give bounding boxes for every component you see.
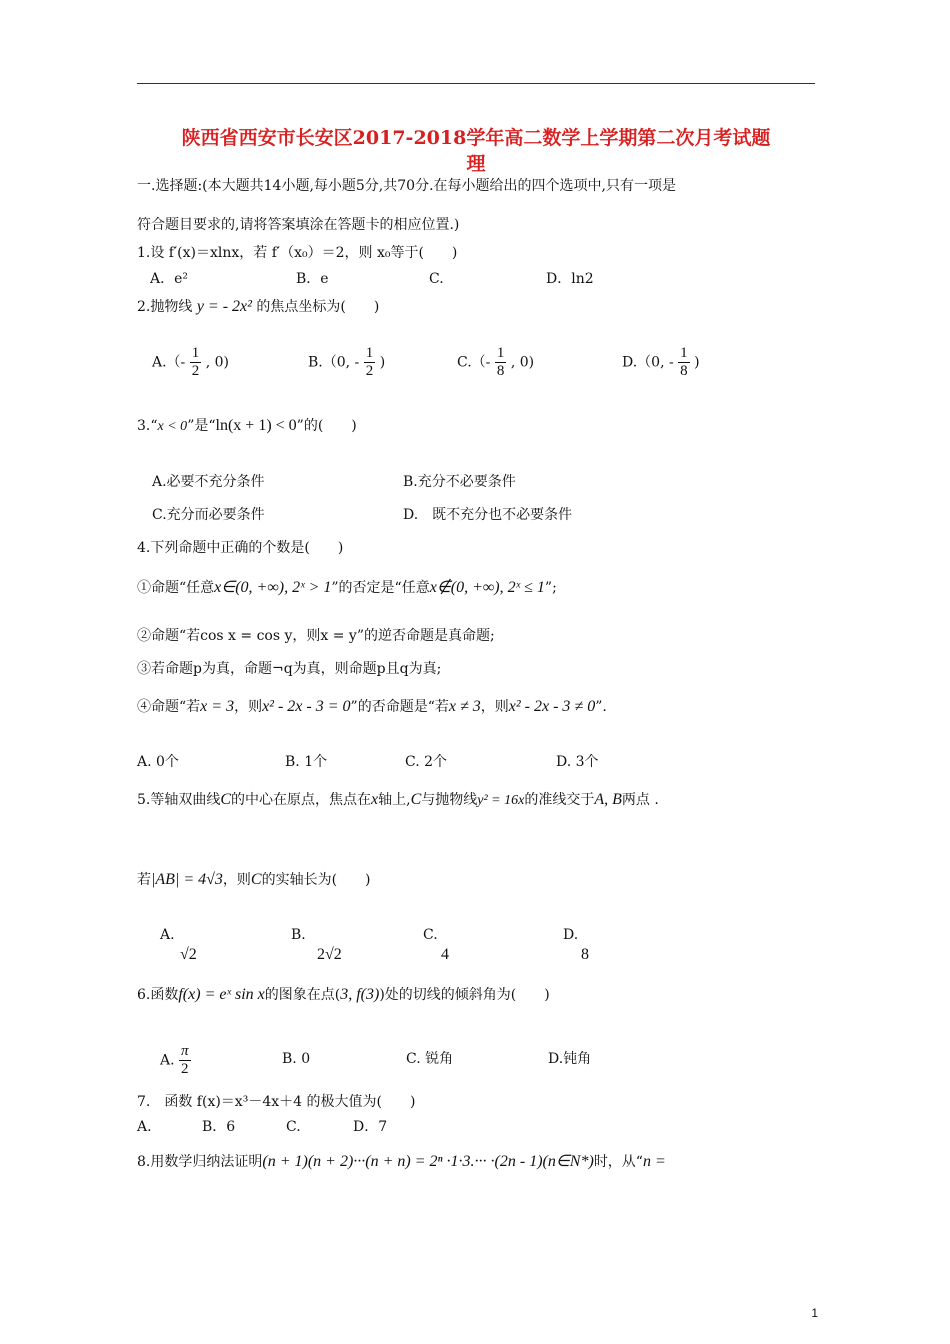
q2-parabola: y = - 2x² bbox=[196, 298, 252, 315]
q8-p1: 8.用数学归纳法证明 bbox=[137, 1154, 263, 1170]
question-2-stem bbox=[137, 297, 379, 317]
q2-stem-pre: 2.抛物线 bbox=[137, 299, 193, 315]
q4-s4-math-1: x = 3 bbox=[200, 698, 235, 715]
q6-option-b: B. 0 bbox=[282, 1051, 311, 1067]
q6-math-1: f(x) = eˣ sin x bbox=[178, 986, 265, 1003]
q2-option-d bbox=[622, 345, 700, 380]
q3-math-1: x < 0 bbox=[157, 419, 188, 434]
q6-option-c: C. 锐角 bbox=[406, 1051, 454, 1067]
section-heading-cont: 符合题目要求的,请将答案填涂在答题卡的相应位置.) bbox=[137, 217, 460, 233]
q1-option-d: D．ln2 bbox=[546, 271, 594, 287]
q4-option-b: B. 1个 bbox=[285, 754, 328, 770]
q2-d-num: 1 bbox=[680, 345, 688, 361]
q4-s1-math-2: x∉(0, +∞), 2ˣ ≤ 1 bbox=[429, 579, 545, 596]
q5-p5: 的准线交于 bbox=[524, 792, 595, 808]
q5-a-value: √2 bbox=[180, 946, 197, 963]
q2-b-fraction bbox=[364, 345, 376, 380]
q5-c-value: 4 bbox=[441, 946, 449, 963]
q2-b-den: 2 bbox=[365, 363, 374, 379]
q5-p4: 与抛物线 bbox=[421, 792, 478, 808]
q2-c-den: 8 bbox=[496, 363, 505, 379]
q2-c-fraction bbox=[495, 345, 507, 380]
q6-a-label: A. bbox=[160, 1052, 175, 1069]
q7-option-b: B．6 bbox=[202, 1119, 236, 1135]
q4-statement-3: ③若命题p为真，命题¬q为真，则命题p且q为真; bbox=[137, 661, 442, 677]
q2-a-den: 2 bbox=[191, 363, 200, 379]
q5-d-label: D. bbox=[563, 927, 579, 943]
q5-a-label: A. bbox=[160, 927, 175, 943]
q6-p3: )处的切线的倾斜角为( ) bbox=[379, 987, 550, 1003]
q5-l2-p1: 若 bbox=[137, 872, 151, 888]
q2-b-post: ) bbox=[379, 354, 386, 371]
q8-p2: 时，从“ bbox=[593, 1154, 643, 1170]
q3-math-2: ln(x + 1) < 0 bbox=[215, 417, 297, 434]
q8-math-2: n = bbox=[642, 1153, 666, 1170]
q4-statement-1 bbox=[137, 578, 557, 598]
q2-a-post: , 0) bbox=[205, 354, 229, 371]
q2-b-num: 1 bbox=[365, 345, 374, 361]
q5-l2-math-1: |AB| = 4√3 bbox=[151, 871, 223, 888]
q4-s4-math-4: x² - 2x - 3 ≠ 0 bbox=[508, 698, 596, 715]
q7-option-c: C. bbox=[286, 1119, 301, 1135]
q4-s1-math-1: x∈(0, +∞), 2ˣ > 1 bbox=[214, 579, 332, 596]
q3-option-c: C.充分而必要条件 bbox=[152, 507, 265, 523]
q6-option-a bbox=[160, 1043, 191, 1078]
page-number: 1 bbox=[811, 1306, 818, 1320]
q5-b-value: 2√2 bbox=[317, 946, 342, 963]
q2-option-b bbox=[308, 345, 385, 380]
q1-option-b: B．e bbox=[296, 271, 329, 287]
question-4-stem: 4.下列命题中正确的个数是( ) bbox=[137, 540, 344, 556]
q3-option-a: A.必要不充分条件 bbox=[152, 474, 265, 490]
question-6-stem bbox=[137, 985, 550, 1005]
q2-d-post: ) bbox=[694, 354, 700, 371]
q5-math-5: A, B bbox=[594, 791, 622, 808]
q4-s4-math-2: x² - 2x - 3 = 0 bbox=[262, 698, 351, 715]
q5-p2: 的中心在原点，焦点在 bbox=[231, 792, 372, 808]
q1-option-a: A．e² bbox=[150, 271, 189, 287]
q5-l2-math-2: C bbox=[250, 871, 262, 888]
q5-math-4: y² = 16x bbox=[477, 793, 525, 808]
q3-option-d: D. 既不充分也不必要条件 bbox=[403, 507, 573, 523]
q5-option-d bbox=[563, 925, 589, 965]
q3-p3: ”的( ) bbox=[296, 418, 357, 434]
q6-p2: 的图象在点( bbox=[264, 987, 341, 1003]
document-title: 陕西省西安市长安区2017-2018学年高二数学上学期第二次月考试题 bbox=[181, 127, 771, 149]
q2-option-a bbox=[152, 345, 229, 380]
q5-l2-p2: ，则 bbox=[222, 872, 251, 888]
q6-a-fraction bbox=[179, 1043, 191, 1078]
q2-c-pre: C.（- bbox=[457, 354, 491, 371]
q4-s4-mid-1: ，则 bbox=[234, 699, 263, 715]
q2-d-pre: D.（0, - bbox=[622, 354, 674, 371]
q3-option-b: B.充分不必要条件 bbox=[403, 474, 516, 490]
q6-p1: 6.函数 bbox=[137, 987, 179, 1003]
header-rule bbox=[137, 83, 815, 84]
q5-l2-p3: 的实轴长为( ) bbox=[261, 872, 371, 888]
q2-a-fraction bbox=[190, 345, 202, 380]
q2-d-fraction bbox=[678, 345, 690, 380]
question-8-stem bbox=[137, 1152, 666, 1172]
q6-option-d: D.钝角 bbox=[548, 1051, 592, 1067]
q2-c-num: 1 bbox=[496, 345, 505, 361]
q2-a-num: 1 bbox=[191, 345, 200, 361]
q4-option-c: C. 2个 bbox=[405, 754, 448, 770]
q4-s4-mid-2: ”的否命题是“若 bbox=[350, 699, 449, 715]
q5-p3: 轴上, bbox=[378, 792, 411, 808]
q5-p1: 5.等轴双曲线 bbox=[137, 792, 221, 808]
q4-s4-math-3: x ≠ 3 bbox=[448, 698, 481, 715]
question-3-stem bbox=[137, 416, 357, 437]
q5-math-1: C bbox=[220, 791, 232, 808]
q2-stem-post: 的焦点坐标为( ) bbox=[256, 299, 380, 315]
q5-math-2: x bbox=[371, 791, 379, 808]
q7-option-a: A. bbox=[137, 1119, 152, 1135]
q5-option-c bbox=[423, 925, 449, 965]
q4-s1-pre: ①命题“任意 bbox=[137, 580, 215, 596]
q4-s4-mid-3: ，则 bbox=[480, 699, 509, 715]
question-5-stem bbox=[137, 790, 659, 811]
q5-math-3: C bbox=[410, 791, 422, 808]
q2-c-post: , 0) bbox=[510, 354, 535, 371]
q2-d-den: 8 bbox=[680, 363, 688, 379]
q3-p1: 3.“ bbox=[137, 418, 158, 434]
q5-c-label: C. bbox=[423, 927, 438, 943]
q5-b-label: B. bbox=[291, 927, 306, 943]
q5-option-b bbox=[291, 925, 342, 965]
section-heading: 一.选择题:(本大题共14小题,每小题5分,共70分.在每小题给出的四个选项中,只有一项是 bbox=[137, 178, 676, 194]
q5-option-a bbox=[160, 925, 197, 965]
q4-option-d: D. 3个 bbox=[556, 754, 599, 770]
question-7-stem: 7. 函数 f(x)＝x³－4x＋4 的极大值为( ) bbox=[137, 1094, 416, 1110]
q4-s4-post: ”. bbox=[595, 699, 607, 715]
q5-stem-line-2 bbox=[137, 870, 371, 890]
q1-option-c: C. bbox=[429, 271, 444, 287]
q4-s1-post: ”; bbox=[544, 580, 557, 596]
q4-statement-4 bbox=[137, 697, 607, 717]
question-1-stem: 1.设 f′(x)＝xlnx，若 f′（x₀）＝2，则 x₀等于( ) bbox=[137, 245, 458, 261]
q4-option-a: A. 0个 bbox=[137, 754, 179, 770]
q4-s1-mid: ”的否定是“任意 bbox=[331, 580, 430, 596]
q7-option-d: D．7 bbox=[353, 1119, 388, 1135]
q2-a-pre: A.（- bbox=[152, 354, 186, 371]
q4-statement-2: ②命题“若cos x = cos y，则x = y”的逆否命题是真命题; bbox=[137, 628, 495, 644]
q5-d-value: 8 bbox=[581, 946, 589, 963]
document-title-cont: 理 bbox=[466, 153, 486, 175]
q8-math-1: (n + 1)(n + 2)···(n + n) = 2ⁿ ·1·3.··· ·(2n - 1)(n∈N*) bbox=[262, 1153, 594, 1170]
q6-a-den: 2 bbox=[181, 1061, 189, 1077]
q2-option-c bbox=[457, 345, 534, 380]
q6-a-num: π bbox=[181, 1043, 189, 1059]
q5-p6: 两点 . bbox=[621, 792, 659, 808]
q2-b-pre: B.（0, - bbox=[308, 354, 360, 371]
q6-math-2: 3, f(3) bbox=[340, 986, 380, 1003]
q3-p2: ”是“ bbox=[187, 418, 216, 434]
q4-s4-pre: ④命题“若 bbox=[137, 699, 201, 715]
